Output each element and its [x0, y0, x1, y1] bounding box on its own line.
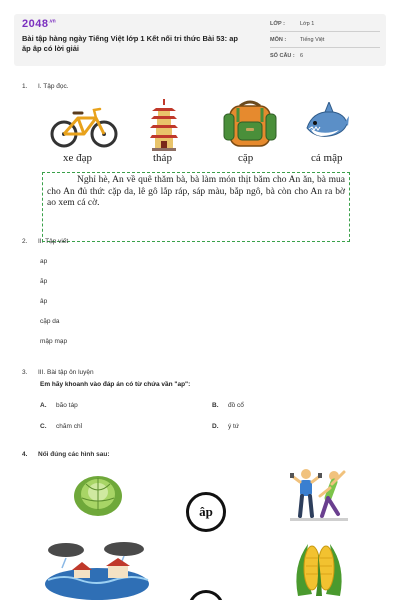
meta-row-subject: MÔN : Tiếng Việt [270, 32, 380, 48]
worksheet-header [14, 14, 386, 66]
caption-tower: tháp [153, 152, 172, 164]
meta-row-question-count: SỐ CÂU : 6 [270, 53, 304, 59]
question-4-heading: 4. Nối đúng các hình sau: [22, 451, 110, 458]
question-3-instruction: Em hãy khoanh vào đáp án có từ chứa vần "ap": [40, 381, 191, 388]
writing-line-1: ap [40, 258, 48, 265]
writing-line-5: mập mạp [40, 338, 68, 345]
meta-row-grade: LỚP : Lớp 1 [270, 16, 380, 32]
reading-passage: Nghỉ hè, An về quê thăm bà, bà làm món thịt băm cho An ăn, bà mua cho An đủ thứ: cặp da, lê gô lắp ráp, sáp màu, bắp ngô, bà còn cho An ra bờ ao xem cá cờ. [42, 172, 350, 242]
worksheet-meta [270, 16, 380, 64]
question-3-heading: 3. III. Bài tập ôn luyện [22, 369, 94, 376]
writing-line-3: âp [40, 298, 48, 305]
backpack-icon [222, 100, 278, 148]
worksheet-title: Bài tập hàng ngày Tiếng Việt lớp 1 Kết nối tri thức Bài 53: ap ăp âp có lời giải [22, 34, 238, 53]
site-logo[interactable]: $2048^{.vn}$ [22, 18, 56, 30]
cabbage-icon[interactable] [72, 470, 124, 518]
writing-line-4: cặp da [40, 318, 60, 325]
caption-bicycle: xe đạp [63, 152, 93, 164]
flood-icon[interactable] [44, 540, 150, 600]
bicycle-icon [50, 104, 118, 148]
syllable-circle-2[interactable] [188, 590, 224, 600]
syllable-circle-ap[interactable]: âp [186, 492, 226, 532]
option-b[interactable]: B. đồ cổ [212, 402, 244, 409]
question-2-heading: 2. II. Tập viết [22, 238, 69, 245]
option-c[interactable]: C. chăm chỉ [40, 423, 83, 430]
pagoda-tower-icon [150, 99, 178, 151]
caption-backpack: cặp [238, 152, 254, 164]
option-d[interactable]: D. ý tứ [212, 423, 240, 430]
option-a[interactable]: A. bão táp [40, 402, 78, 409]
shark-icon [303, 102, 349, 144]
writing-line-2: ăp [40, 278, 48, 285]
question-1-heading: 1. I. Tập đọc. [22, 83, 69, 90]
caption-shark: cá mập [311, 152, 343, 164]
corn-icon[interactable] [290, 536, 348, 600]
exercise-people-icon[interactable] [290, 466, 348, 522]
